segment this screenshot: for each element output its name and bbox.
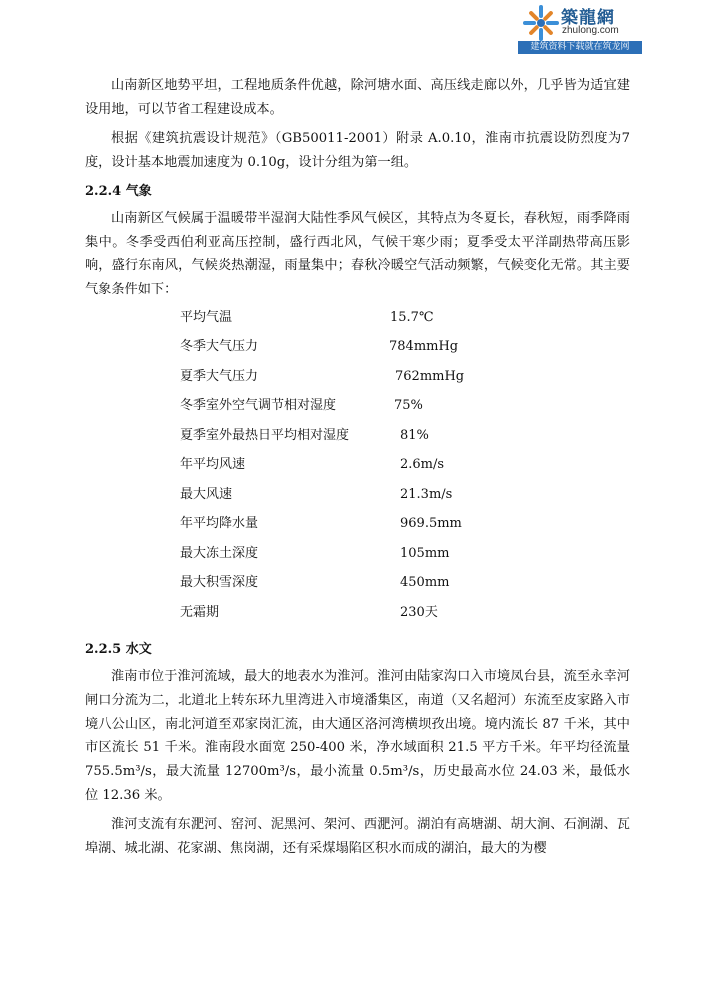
paragraph-seismic: 根据《建筑抗震设计规范》（GB50011-2001）附录 A.0.10，淮南市抗震设防烈度为7度，设计基本地震加速度为 0.10g，设计分组为第一组。 [85, 131, 630, 171]
logo-name: 築龍網 [561, 8, 615, 28]
param-name: 夏季室外最热日平均相对湿度 [180, 427, 350, 443]
param-name: 最大积雪深度 [180, 575, 259, 591]
param-value: 784mmHg [389, 339, 459, 355]
param-row [85, 367, 630, 397]
param-value: 81% [400, 427, 429, 443]
paragraph-climate-intro: 山南新区气候属于温暖带半湿润大陆性季风气候区，其特点为冬夏长，春秋短，雨季降雨集中。冬季受西伯利亚高压控制，盛行西北风，气候干寒少雨；夏季受太平洋副热带高压影响，盛行东南风，气候炎热潮湿，雨量集中；春秋冷暖空气活动频繁，气候变化无常。其主要气象条件如下： [85, 210, 630, 297]
param-name: 最大冻土深度 [180, 545, 259, 561]
param-value: 75% [394, 398, 423, 414]
param-name: 夏季大气压力 [180, 368, 259, 384]
param-row [85, 573, 630, 603]
param-value: 450mm [400, 575, 450, 591]
document-body [85, 74, 630, 867]
paragraph-geology: 山南新区地势平坦，工程地质条件优越，除河塘水面、高压线走廊以外，几乎皆为适宜建设用地，可以节省工程建设成本。 [85, 78, 630, 117]
param-value: 230天 [400, 604, 438, 620]
param-value: 969.5mm [400, 516, 462, 532]
logo-url: zhulong.com [562, 25, 619, 36]
snowflake-logo-icon [521, 3, 561, 43]
param-name: 年平均降水量 [180, 516, 259, 532]
param-row [85, 514, 630, 544]
param-name: 无霜期 [180, 604, 220, 620]
param-row [85, 308, 630, 338]
param-row [85, 337, 630, 367]
param-row [85, 485, 630, 515]
paragraph-hydrology-tributaries: 淮河支流有东淝河、窑河、泥黑河、架河、西淝河。湖泊有高塘湖、胡大涧、石涧湖、瓦埠湖、城北湖、花家湖、焦岗湖，还有采煤塌陷区积水而成的湖泊，最大的为樱 [85, 817, 630, 857]
param-name: 最大风速 [180, 486, 233, 502]
section-heading-climate: 2.2.4 气象 [85, 183, 152, 199]
section-heading-hydrology: 2.2.5 水文 [85, 642, 152, 658]
param-name: 冬季室外空气调节相对湿度 [180, 398, 337, 414]
site-logo[interactable] [521, 3, 641, 55]
param-name: 年平均风速 [180, 457, 246, 473]
param-row [85, 544, 630, 574]
param-name: 平均气温 [180, 309, 233, 325]
climate-parameter-list [85, 308, 630, 633]
param-value: 21.3m/s [400, 486, 453, 502]
param-value: 105mm [400, 545, 450, 561]
paragraph-hydrology-main: 淮南市位于淮河流域，最大的地表水为淮河。淮河由陆家沟口入市境凤台县，流至永幸河闸口分流为二，北道北上转东环九里湾进入市境潘集区，南道（又名超河）东流至皮家路入市境八公山区，南北河道至邓家岗汇流，由大通区洛河湾横坝孜出境。境内流长 87 千米，其中市区流长 51 千米。淮南段水面宽 250-400 米，净水域面积 21.5 平方千米。年平均径流量 755.5m³/s，最大流量 12700m³/s，最小流量 0.5m³/s，历史最高水位 24.03 米，最低水位 12.36 米。 [85, 669, 630, 803]
param-row [85, 455, 630, 485]
param-value: 2.6m/s [400, 457, 445, 473]
param-row [85, 396, 630, 426]
logo-slogan: 建筑资料下载就在筑龙网 [518, 41, 642, 54]
param-row [85, 603, 630, 633]
param-value: 15.7℃ [390, 309, 434, 325]
param-value: 762mmHg [395, 368, 465, 384]
param-row [85, 426, 630, 456]
param-name: 冬季大气压力 [180, 339, 259, 355]
